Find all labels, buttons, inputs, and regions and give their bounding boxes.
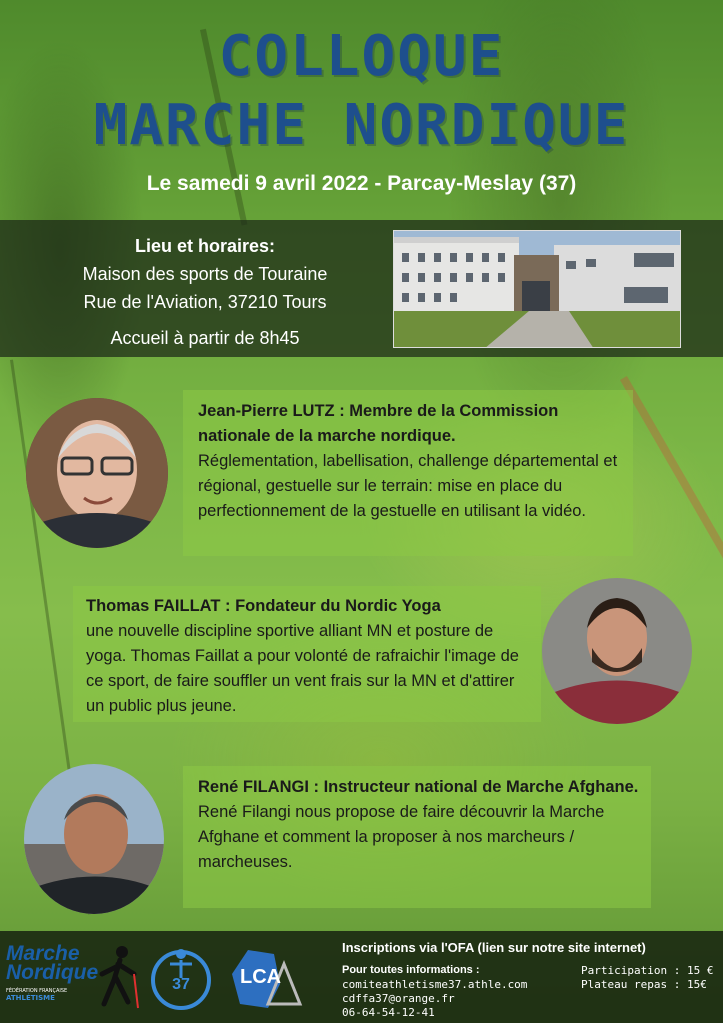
venue-building-photo	[393, 230, 681, 348]
lca-logo-text: LCA	[240, 966, 282, 988]
inscriptions-text: Inscriptions via l'OFA (lien sur notre site internet)	[342, 940, 646, 955]
speaker-2-description: une nouvelle discipline sportive alliant MN et posture de yoga. Thomas Faillat a pour volonté de rafraichir l'image de ce sport, de faire souffler un vent frais sur la MN et d'attirer un public plus jeune.	[86, 622, 519, 715]
participation-price: Participation : 15 €	[581, 964, 714, 977]
speaker-2-portrait	[542, 578, 692, 724]
speaker-3-portrait	[24, 764, 164, 914]
info-label: Pour toutes informations :	[342, 964, 480, 976]
comite-37-logo	[150, 944, 212, 1014]
marche-nordique-logo-text: Marche Nordique	[6, 942, 99, 984]
venue-line-2: Rue de l'Aviation, 37210 Tours	[83, 292, 327, 312]
speaker-1-name: Jean-Pierre LUTZ : Membre de la Commission nationale de la marche nordique.	[198, 402, 559, 445]
speaker-3-description: René Filangi nous propose de faire découvrir la Marche Afghane et comment la proposer à nos marcheurs / marcheuses.	[198, 803, 605, 871]
title-line-2: MARCHE NORDIQUE	[93, 93, 630, 158]
speaker-1-description: Réglementation, labellisation, challenge départemental et régional, gestuelle sur le terrain: mise en place du perfectionnement de la gestuelle en utilisant la vidéo.	[198, 452, 618, 520]
logo-sub-2: ATHLÉTISME	[6, 994, 55, 1002]
venue-info	[40, 232, 370, 352]
speaker-3-text	[198, 775, 643, 875]
lca-logo	[228, 944, 308, 1014]
logo-sub-1: FÉDÉRATION FRANÇAISE	[6, 988, 68, 994]
venue-label: Lieu et horaires:	[134, 236, 276, 256]
plateau-price: Plateau repas : 15€	[581, 978, 707, 991]
walker-icon	[94, 944, 144, 1010]
comite-37-logo-text: 37	[172, 976, 190, 993]
speaker-1-portrait	[26, 398, 168, 548]
speaker-1-text	[198, 399, 628, 524]
venue-line-1: Maison des sports de Touraine	[82, 264, 328, 284]
marche-nordique-logo	[6, 944, 141, 1014]
event-date-location: Le samedi 9 avril 2022 - Parcay-Meslay (37)	[146, 172, 577, 195]
speaker-2-name: Thomas FAILLAT : Fondateur du Nordic Yoga	[86, 597, 441, 615]
email-link[interactable]: cdffa37@orange.fr	[342, 992, 455, 1005]
pole-streak	[620, 376, 723, 571]
speaker-2-text	[86, 594, 536, 719]
phone-number: 06-64-54-12-41	[342, 1006, 435, 1019]
website-link[interactable]: comiteathletisme37.athle.com	[342, 978, 528, 991]
title-line-1: COLLOQUE	[218, 24, 505, 89]
speaker-3-name: René FILANGI : Instructeur national de Marche Afghane.	[198, 778, 639, 796]
venue-line-3: Accueil à partir de 8h45	[110, 328, 300, 348]
